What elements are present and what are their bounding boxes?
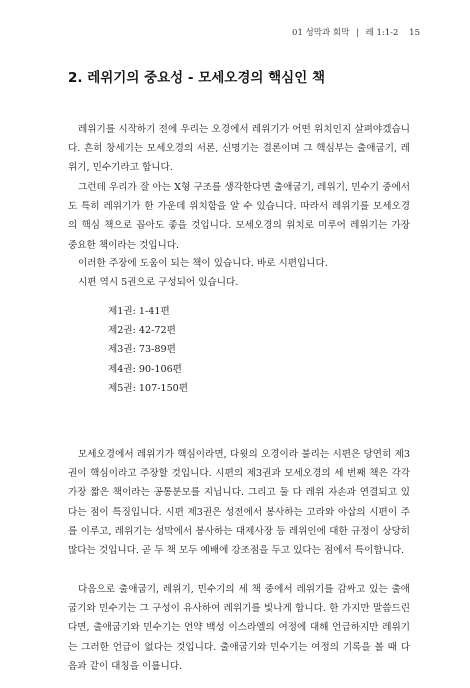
paragraph-intro: 레위기를 시작하기 전에 우리는 오경에서 레위기가 어떤 위치인지 살펴야겠습니다. 흔히 창세기는 모세오경의 서론, 신명기는 결론이며 그 핵심부는 출애굽기, 레위기, 민수기라고 합니다. bbox=[68, 124, 410, 174]
list-item: 제4권: 90-106편 bbox=[108, 363, 182, 375]
paragraph-exodus-numbers: 다음으로 출애굽기, 레위기, 민수기의 세 책 중에서 레위기를 감싸고 있는 출애굽기와 민수기는 그 구성이 유사하여 레위기를 빛나게 합니다. 한 가지만 말씀드린다면, 출애굽기와 민수기는 언약 백성 이스라엘의 여정에 대해 언급하지만 레위기는 그러한 언급이 없다는 것입니다. 출애굽기와 민수기는 여정의 기록을 볼 때 다음과 같이 대칭을 이룹니다. bbox=[68, 584, 410, 672]
list-item: 제1권: 1-41편 bbox=[108, 306, 170, 317]
paragraph-x-structure: 그런데 우리가 잘 아는 X형 구조를 생각한다면 출애굽기, 레위기, 민수기 중에서도 특히 레위기가 한 가운데 위치함을 알 수 있습니다. 따라서 레위기를 모세오경의 핵심 책으로 꼽아도 좋을 것입니다. 모세오경의 위치로 미루어 레위기는 가장 중요한 책이라는 것입니다. bbox=[68, 182, 410, 251]
chapter-label: 01 성막과 회막 bbox=[292, 28, 350, 38]
list-item: 제5권: 107-150편 bbox=[108, 382, 189, 394]
scripture-reference: 레 1:1-2 bbox=[365, 28, 399, 38]
header-divider: | bbox=[356, 28, 359, 38]
paragraph-psalms-five-books: 시편 역시 5권으로 구성되어 있습니다. bbox=[78, 277, 239, 288]
paragraph-psalms-help: 이러한 주장에 도움이 되는 책이 있습니다. 바로 시편입니다. bbox=[78, 258, 328, 269]
page-number: 15 bbox=[409, 28, 420, 38]
list-item: 제3권: 73-89편 bbox=[108, 344, 176, 356]
paragraph-book-three: 모세오경에서 레위기가 핵심이라면, 다윗의 오경이라 불리는 시편은 당연히 제3권이 핵심이라고 주장할 것입니다. 시편의 제3권과 모세오경의 세 번째 책은 각각 가장 짧은 책이라는 공통분모를 지닙니다. 그리고 둘 다 레위 자손과 연결되고 있다는 점이 특징입니다. 시편 제3권은 성전에서 봉사하는 고라와 아삽의 시편이 주를 이루고, 레위기는 성막에서 봉사하는 대제사장 등 레위인에 대한 규정이 상당히 많다는 것입니다. 곧 두 책 모두 예배에 강조점을 두고 있다는 점에서 특이합니다. bbox=[68, 449, 410, 557]
section-title: 2. 레위기의 중요성 - 모세오경의 핵심인 책 bbox=[68, 70, 325, 86]
psalm-books-list bbox=[108, 302, 188, 398]
list-item: 제2권: 42-72편 bbox=[108, 325, 176, 337]
running-header bbox=[292, 26, 420, 38]
